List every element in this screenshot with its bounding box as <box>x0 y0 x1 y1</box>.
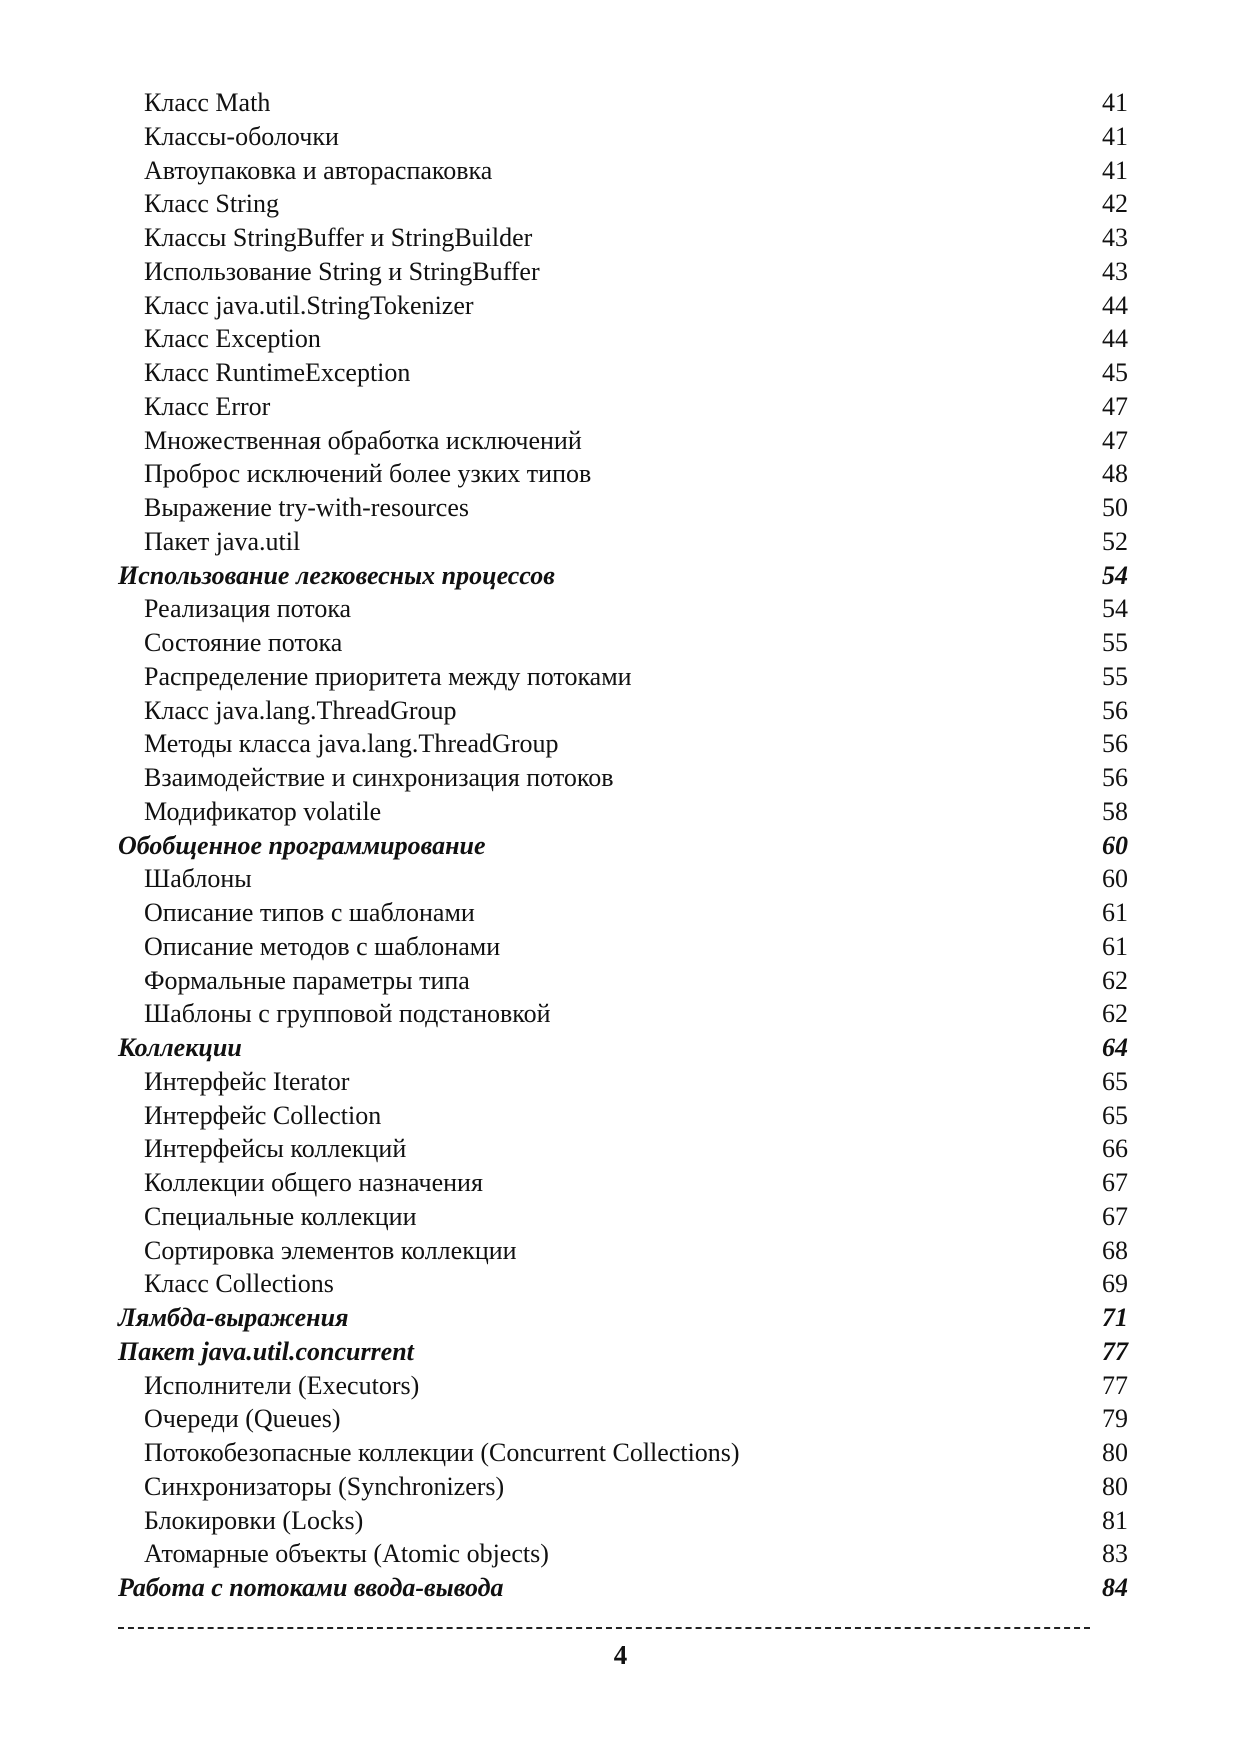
toc-section-entry[interactable] <box>118 1470 1128 1504</box>
toc-entry-title: Автоупаковка и автораспаковка <box>144 155 493 185</box>
toc-entry-title: Выражение try-with-resources <box>144 493 469 522</box>
footer-separator <box>118 1627 1090 1629</box>
toc-section-entry[interactable] <box>118 930 1128 964</box>
toc-section-entry[interactable] <box>118 491 1128 525</box>
toc-entry-title: Сортировка элементов коллекции <box>144 1235 517 1265</box>
toc-section-entry[interactable] <box>118 356 1128 390</box>
toc-section-entry[interactable] <box>118 1402 1128 1436</box>
toc-entry-page-number: 68 <box>1102 1235 1128 1265</box>
toc-entry-title: Обобщенное программирование <box>118 830 486 860</box>
toc-entry-page-number: 54 <box>1102 594 1128 624</box>
toc-section-entry[interactable] <box>118 694 1128 728</box>
toc-entry-page-number: 65 <box>1102 1100 1128 1130</box>
toc-chapter-entry[interactable] <box>118 559 1128 593</box>
toc-entry-title: Интерфейс Collection <box>144 1100 382 1130</box>
toc-entry-title: Исполнители (Executors) <box>144 1370 420 1400</box>
toc-entry-title: Описание типов с шаблонами <box>144 898 475 927</box>
toc-entry-title: Класс java.lang.ThreadGroup <box>144 695 457 725</box>
toc-entry-page-number: 65 <box>1102 1066 1128 1096</box>
toc-entry-page-number: 61 <box>1102 898 1128 927</box>
toc-entry-title: Классы-оболочки <box>144 121 339 151</box>
toc-entry-page-number: 47 <box>1102 391 1128 421</box>
toc-chapter-entry[interactable] <box>118 1335 1128 1369</box>
toc-section-entry[interactable] <box>118 1267 1128 1301</box>
toc-entry-page-number: 62 <box>1102 999 1128 1029</box>
toc-entry-title: Класс java.util.StringTokenizer <box>144 290 474 320</box>
toc-entry-page-number: 55 <box>1102 628 1128 657</box>
toc-entry-title: Пакет java.util <box>144 526 301 556</box>
toc-entry-page-number: 54 <box>1102 560 1128 590</box>
toc-section-entry[interactable] <box>118 457 1128 491</box>
toc-entry-page-number: 50 <box>1102 493 1128 522</box>
toc-entry-page-number: 80 <box>1102 1438 1128 1467</box>
toc-entry-page-number: 42 <box>1102 189 1128 219</box>
toc-entry-page-number: 44 <box>1102 290 1128 320</box>
toc-entry-title: Методы класса java.lang.ThreadGroup <box>144 729 559 759</box>
toc-entry-title: Классы StringBuffer и StringBuilder <box>144 223 533 252</box>
toc-entry-title: Очереди (Queues) <box>144 1404 341 1434</box>
toc-entry-page-number: 71 <box>1102 1303 1128 1332</box>
toc-section-entry[interactable] <box>118 525 1128 559</box>
toc-entry-title: Блокировки (Locks) <box>144 1505 364 1535</box>
toc-entry-title: Состояние потока <box>144 628 343 657</box>
toc-entry-title: Множественная обработка исключений <box>144 425 582 455</box>
toc-entry-title: Распределение приоритета между потоками <box>144 661 632 691</box>
toc-entry-title: Описание методов с шаблонами <box>144 931 501 961</box>
toc-entry-title: Интерфейсы коллекций <box>144 1134 407 1164</box>
toc-section-entry[interactable] <box>118 1099 1128 1133</box>
toc-entry-title: Реализация потока <box>144 594 352 624</box>
toc-entry-page-number: 43 <box>1102 223 1128 252</box>
toc-entry-title: Синхронизаторы (Synchronizers) <box>144 1471 505 1501</box>
toc-entry-title: Класс Exception <box>144 324 321 354</box>
toc-section-entry[interactable] <box>118 761 1128 795</box>
toc-section-entry[interactable] <box>118 255 1128 289</box>
toc-section-entry[interactable] <box>118 322 1128 356</box>
toc-entry-page-number: 60 <box>1102 864 1128 894</box>
toc-entry-page-number: 56 <box>1102 695 1128 725</box>
toc-entry-title: Проброс исключений более узких типов <box>144 459 592 489</box>
toc-entry-page-number: 52 <box>1102 526 1128 556</box>
toc-entry-page-number: 67 <box>1102 1168 1128 1197</box>
toc-entry-title: Взаимодействие и синхронизация потоков <box>144 763 614 792</box>
toc-section-entry[interactable] <box>118 221 1128 255</box>
toc-section-entry[interactable] <box>118 390 1128 424</box>
toc-entry-title: Класс Error <box>144 391 271 421</box>
toc-section-entry[interactable] <box>118 592 1128 626</box>
toc-entry-page-number: 67 <box>1102 1201 1128 1231</box>
toc-section-entry[interactable] <box>118 1436 1128 1470</box>
toc-section-entry[interactable] <box>118 86 1128 120</box>
toc-entry-page-number: 45 <box>1102 358 1128 387</box>
toc-entry-title: Формальные параметры типа <box>144 965 470 995</box>
toc-section-entry[interactable] <box>118 120 1128 154</box>
toc-section-entry[interactable] <box>118 997 1128 1031</box>
toc-entry-title: Пакет java.util.concurrent <box>118 1336 414 1366</box>
toc-entry-page-number: 47 <box>1102 425 1128 455</box>
toc-entry-page-number: 41 <box>1102 121 1128 151</box>
toc-section-entry[interactable] <box>118 424 1128 458</box>
toc-section-entry[interactable] <box>118 862 1128 896</box>
toc-entry-page-number: 41 <box>1102 155 1128 185</box>
toc-section-entry[interactable] <box>118 1132 1128 1166</box>
toc-entry-title: Специальные коллекции <box>144 1201 417 1231</box>
toc-entry-title: Класс RuntimeException <box>144 358 411 387</box>
toc-entry-page-number: 58 <box>1102 796 1128 826</box>
toc-entry-title: Коллекции общего назначения <box>144 1168 483 1197</box>
toc-entry-title: Класс Collections <box>144 1269 334 1299</box>
toc-section-entry[interactable] <box>118 1504 1128 1538</box>
toc-entry-page-number: 79 <box>1102 1404 1128 1434</box>
toc-section-entry[interactable] <box>118 1234 1128 1268</box>
toc-entry-page-number: 83 <box>1102 1539 1128 1569</box>
toc-section-entry[interactable] <box>118 1200 1128 1234</box>
toc-section-entry[interactable] <box>118 1369 1128 1403</box>
toc-entry-page-number: 80 <box>1102 1471 1128 1501</box>
toc-entry-page-number: 62 <box>1102 965 1128 995</box>
toc-section-entry[interactable] <box>118 187 1128 221</box>
table-of-contents <box>118 86 1128 1605</box>
toc-entry-page-number: 81 <box>1102 1505 1128 1535</box>
toc-entry-title: Шаблоны <box>144 864 252 894</box>
toc-entry-page-number: 56 <box>1102 729 1128 759</box>
toc-chapter-entry[interactable] <box>118 829 1128 863</box>
toc-entry-title: Модификатор volatile <box>144 796 382 826</box>
toc-entry-page-number: 60 <box>1102 830 1128 860</box>
toc-section-entry[interactable] <box>118 896 1128 930</box>
toc-section-entry[interactable] <box>118 727 1128 761</box>
toc-entry-title: Класс String <box>144 189 280 219</box>
toc-entry-page-number: 48 <box>1102 459 1128 489</box>
toc-entry-page-number: 61 <box>1102 931 1128 961</box>
toc-entry-page-number: 66 <box>1102 1134 1128 1164</box>
toc-entry-title: Класс Math <box>144 88 271 117</box>
toc-entry-page-number: 55 <box>1102 661 1128 691</box>
toc-section-entry[interactable] <box>118 626 1128 660</box>
toc-entry-page-number: 84 <box>1102 1573 1128 1602</box>
toc-chapter-entry[interactable] <box>118 1571 1128 1605</box>
toc-entry-title: Интерфейс Iterator <box>144 1066 350 1096</box>
toc-entry-title: Потокобезопасные коллекции (Concurrent Collections) <box>144 1438 740 1467</box>
toc-chapter-entry[interactable] <box>118 1301 1128 1335</box>
toc-entry-page-number: 56 <box>1102 763 1128 792</box>
toc-entry-page-number: 44 <box>1102 324 1128 354</box>
toc-section-entry[interactable] <box>118 660 1128 694</box>
toc-section-entry[interactable] <box>118 1166 1128 1200</box>
toc-section-entry[interactable] <box>118 154 1128 188</box>
toc-section-entry[interactable] <box>118 1537 1128 1571</box>
toc-entry-page-number: 64 <box>1102 1033 1128 1062</box>
toc-entry-title: Использование String и StringBuffer <box>144 256 540 286</box>
toc-entry-title: Работа с потоками ввода-вывода <box>118 1573 504 1602</box>
toc-entry-page-number: 77 <box>1102 1370 1128 1400</box>
toc-entry-page-number: 69 <box>1102 1269 1128 1299</box>
toc-chapter-entry[interactable] <box>118 1031 1128 1065</box>
toc-entry-title: Шаблоны с групповой подстановкой <box>144 999 551 1029</box>
page-number: 4 <box>613 1640 628 1670</box>
toc-entry-page-number: 41 <box>1102 88 1128 117</box>
toc-entry-title: Использование легковесных процессов <box>118 560 555 590</box>
toc-entry-page-number: 77 <box>1102 1336 1128 1366</box>
toc-section-entry[interactable] <box>118 1065 1128 1099</box>
toc-section-entry[interactable] <box>118 289 1128 323</box>
toc-entry-title: Коллекции <box>118 1033 242 1062</box>
toc-entry-title: Лямбда-выражения <box>118 1303 349 1332</box>
toc-entry-page-number: 43 <box>1102 256 1128 286</box>
toc-section-entry[interactable] <box>118 964 1128 998</box>
toc-section-entry[interactable] <box>118 795 1128 829</box>
toc-entry-title: Атомарные объекты (Atomic objects) <box>144 1539 549 1569</box>
